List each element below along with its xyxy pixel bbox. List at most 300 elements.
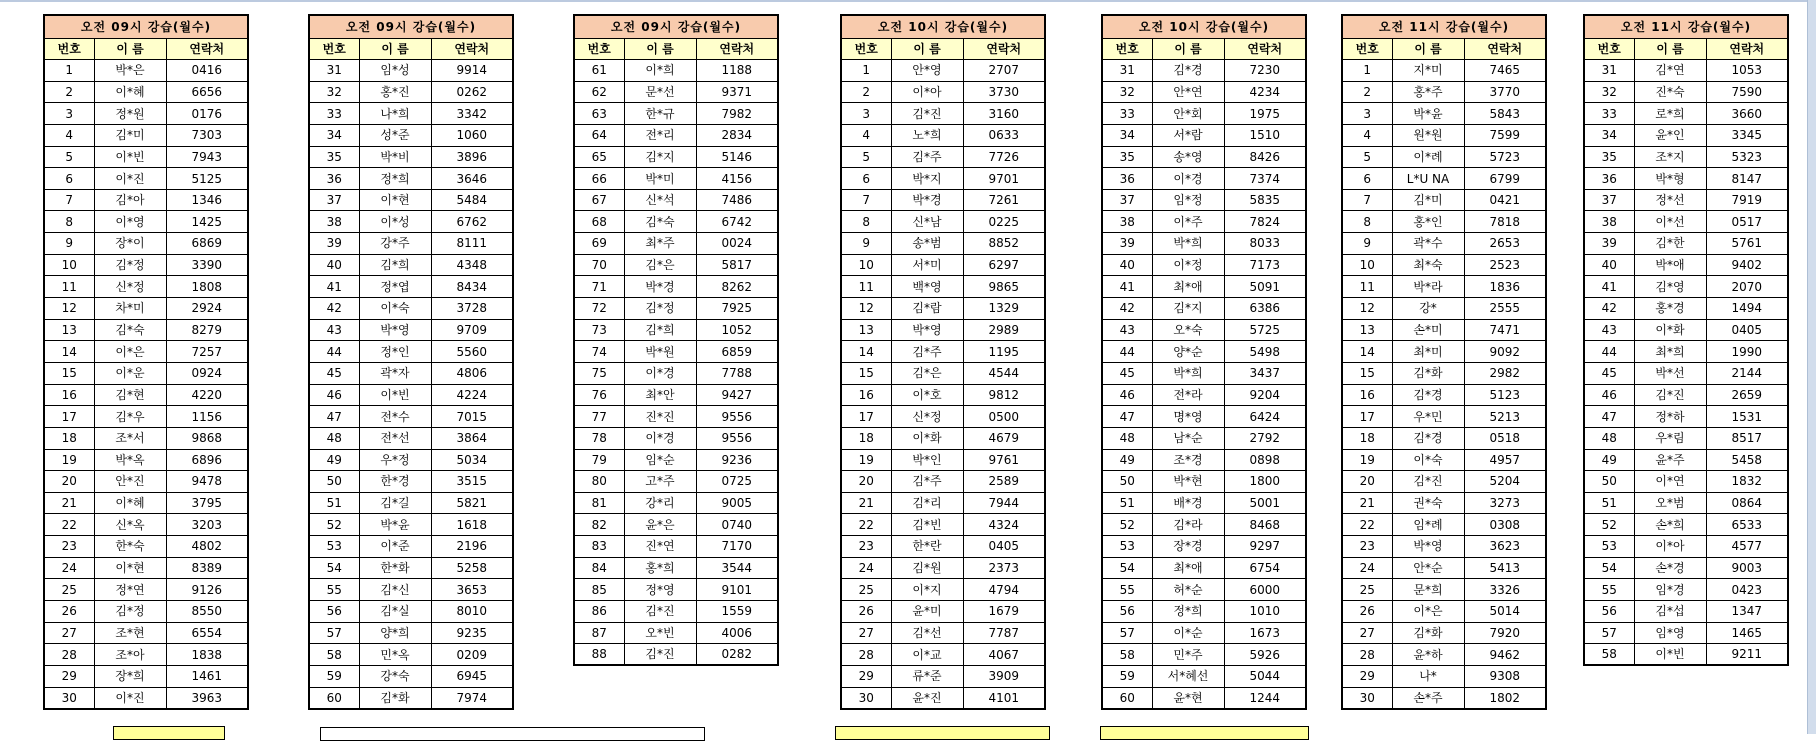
cell-contact[interactable]: 9865 (963, 276, 1045, 298)
cell-name[interactable]: 지*미 (1392, 60, 1464, 82)
cell-name[interactable]: 이*아 (1634, 536, 1706, 558)
cell-number[interactable]: 30 (44, 687, 94, 709)
cell-contact[interactable]: 5723 (1464, 146, 1546, 168)
cell-contact[interactable]: 0864 (1706, 492, 1788, 514)
cell-name[interactable]: 김*숙 (94, 319, 166, 341)
cell-name[interactable]: 정*선 (1634, 189, 1706, 211)
cell-name[interactable]: 강*리 (624, 492, 696, 514)
cell-contact[interactable]: 5213 (1464, 406, 1546, 428)
cell-name[interactable]: 박*윤 (1392, 103, 1464, 125)
cell-number[interactable]: 32 (1102, 81, 1152, 103)
cell-number[interactable]: 29 (1342, 665, 1392, 687)
cell-number[interactable]: 4 (44, 124, 94, 146)
cell-name[interactable]: 이*경 (624, 362, 696, 384)
cell-contact[interactable]: 9101 (696, 579, 778, 601)
cell-number[interactable]: 57 (1584, 622, 1634, 644)
cell-contact[interactable]: 9402 (1706, 254, 1788, 276)
cell-contact[interactable]: 1195 (963, 341, 1045, 363)
cell-contact[interactable]: 0209 (431, 644, 513, 666)
cell-contact[interactable]: 7465 (1464, 60, 1546, 82)
cell-number[interactable]: 8 (841, 211, 891, 233)
cell-number[interactable]: 10 (841, 254, 891, 276)
cell-name[interactable]: 이*순 (1152, 622, 1224, 644)
cell-contact[interactable]: 9556 (696, 427, 778, 449)
cell-number[interactable]: 29 (44, 665, 94, 687)
cell-name[interactable]: 원*원 (1392, 124, 1464, 146)
cell-contact[interactable]: 7920 (1464, 622, 1546, 644)
cell-contact[interactable]: 1188 (696, 60, 778, 82)
cell-number[interactable]: 77 (574, 406, 624, 428)
cell-name[interactable]: 박*희 (1152, 362, 1224, 384)
cell-contact[interactable]: 4234 (1224, 81, 1306, 103)
cell-number[interactable]: 72 (574, 298, 624, 320)
cell-number[interactable]: 28 (44, 644, 94, 666)
cell-contact[interactable]: 3437 (1224, 362, 1306, 384)
cell-number[interactable]: 58 (1584, 644, 1634, 666)
cell-name[interactable]: 배*경 (1152, 492, 1224, 514)
cell-name[interactable]: 최*희 (1634, 341, 1706, 363)
cell-name[interactable]: 박*인 (891, 449, 963, 471)
cell-number[interactable]: 48 (309, 427, 359, 449)
cell-number[interactable]: 46 (1584, 384, 1634, 406)
cell-name[interactable]: 안*순 (1392, 557, 1464, 579)
cell-number[interactable]: 10 (1342, 254, 1392, 276)
cell-name[interactable]: 김*미 (1392, 189, 1464, 211)
cell-contact[interactable]: 1673 (1224, 622, 1306, 644)
cell-name[interactable]: 성*준 (359, 124, 431, 146)
cell-name[interactable]: 명*영 (1152, 406, 1224, 428)
cell-name[interactable]: 박*비 (359, 146, 431, 168)
cell-contact[interactable]: 3646 (431, 168, 513, 190)
cell-contact[interactable]: 9005 (696, 492, 778, 514)
cell-name[interactable]: 신*옥 (94, 514, 166, 536)
cell-name[interactable]: 이*은 (1392, 601, 1464, 623)
cell-number[interactable]: 40 (309, 254, 359, 276)
cell-contact[interactable]: 1494 (1706, 298, 1788, 320)
cell-contact[interactable]: 5413 (1464, 557, 1546, 579)
cell-name[interactable]: 허*순 (1152, 579, 1224, 601)
cell-contact[interactable]: 7374 (1224, 168, 1306, 190)
scrollbar-right[interactable] (1807, 0, 1816, 734)
cell-name[interactable]: 신*남 (891, 211, 963, 233)
cell-name[interactable]: 김*현 (94, 384, 166, 406)
cell-contact[interactable]: 9126 (166, 579, 248, 601)
cell-name[interactable]: 조*아 (94, 644, 166, 666)
cell-name[interactable]: 신*정 (94, 276, 166, 298)
cell-number[interactable]: 36 (1584, 168, 1634, 190)
cell-number[interactable]: 24 (44, 557, 94, 579)
cell-contact[interactable]: 2989 (963, 319, 1045, 341)
cell-number[interactable]: 11 (1342, 276, 1392, 298)
cell-name[interactable]: 홍*경 (1634, 298, 1706, 320)
cell-number[interactable]: 57 (1102, 622, 1152, 644)
cell-name[interactable]: 양*희 (359, 622, 431, 644)
cell-name[interactable]: 백*영 (891, 276, 963, 298)
cell-name[interactable]: 한*경 (359, 471, 431, 493)
cell-contact[interactable]: 6742 (696, 211, 778, 233)
cell-name[interactable]: 박*경 (891, 189, 963, 211)
cell-contact[interactable]: 5258 (431, 557, 513, 579)
cell-contact[interactable]: 9556 (696, 406, 778, 428)
cell-contact[interactable]: 0517 (1706, 211, 1788, 233)
cell-contact[interactable]: 7919 (1706, 189, 1788, 211)
cell-number[interactable]: 88 (574, 644, 624, 666)
cell-contact[interactable]: 1618 (431, 514, 513, 536)
cell-name[interactable]: 홍*주 (1392, 81, 1464, 103)
cell-contact[interactable]: 1156 (166, 406, 248, 428)
cell-contact[interactable]: 5560 (431, 341, 513, 363)
cell-contact[interactable]: 1346 (166, 189, 248, 211)
cell-number[interactable]: 29 (841, 665, 891, 687)
cell-number[interactable]: 18 (44, 427, 94, 449)
cell-number[interactable]: 45 (1584, 362, 1634, 384)
cell-name[interactable]: 이*연 (1634, 471, 1706, 493)
cell-name[interactable]: 권*숙 (1392, 492, 1464, 514)
cell-contact[interactable]: 9868 (166, 427, 248, 449)
cell-name[interactable]: 김*지 (1152, 298, 1224, 320)
cell-contact[interactable]: 4156 (696, 168, 778, 190)
cell-contact[interactable]: 1425 (166, 211, 248, 233)
cell-name[interactable]: 조*현 (94, 622, 166, 644)
cell-contact[interactable]: 9297 (1224, 536, 1306, 558)
cell-name[interactable]: 안*연 (1152, 81, 1224, 103)
cell-contact[interactable]: 3515 (431, 471, 513, 493)
cell-number[interactable]: 42 (1102, 298, 1152, 320)
cell-contact[interactable]: 0898 (1224, 449, 1306, 471)
cell-number[interactable]: 9 (841, 233, 891, 255)
cell-name[interactable]: 신*석 (624, 189, 696, 211)
cell-number[interactable]: 60 (1102, 687, 1152, 709)
cell-number[interactable]: 51 (309, 492, 359, 514)
cell-number[interactable]: 16 (44, 384, 94, 406)
cell-number[interactable]: 15 (44, 362, 94, 384)
cell-contact[interactable]: 9204 (1224, 384, 1306, 406)
cell-name[interactable]: 이*주 (1152, 211, 1224, 233)
cell-name[interactable]: 강*숙 (359, 665, 431, 687)
cell-number[interactable]: 66 (574, 168, 624, 190)
cell-name[interactable]: 이*진 (94, 168, 166, 190)
cell-contact[interactable]: 2924 (166, 298, 248, 320)
cell-name[interactable]: 김*라 (1152, 514, 1224, 536)
cell-number[interactable]: 37 (1102, 189, 1152, 211)
cell-name[interactable]: 이*빈 (1634, 644, 1706, 666)
cell-contact[interactable]: 1679 (963, 601, 1045, 623)
cell-name[interactable]: 손*미 (1392, 319, 1464, 341)
cell-number[interactable]: 54 (1584, 557, 1634, 579)
cell-name[interactable]: 윤*진 (891, 687, 963, 709)
cell-name[interactable]: 이*준 (359, 536, 431, 558)
cell-contact[interactable]: 5044 (1224, 665, 1306, 687)
cell-number[interactable]: 14 (44, 341, 94, 363)
cell-number[interactable]: 2 (44, 81, 94, 103)
cell-contact[interactable]: 5091 (1224, 276, 1306, 298)
cell-number[interactable]: 49 (309, 449, 359, 471)
cell-contact[interactable]: 9308 (1464, 665, 1546, 687)
cell-contact[interactable]: 6386 (1224, 298, 1306, 320)
cell-number[interactable]: 1 (841, 60, 891, 82)
cell-contact[interactable]: 5123 (1464, 384, 1546, 406)
cell-name[interactable]: 박*선 (1634, 362, 1706, 384)
cell-number[interactable]: 52 (1584, 514, 1634, 536)
cell-name[interactable]: 이*영 (94, 211, 166, 233)
cell-number[interactable]: 32 (309, 81, 359, 103)
cell-name[interactable]: 안*영 (891, 60, 963, 82)
cell-number[interactable]: 45 (309, 362, 359, 384)
cell-contact[interactable]: 0740 (696, 514, 778, 536)
cell-name[interactable]: 이*교 (891, 644, 963, 666)
cell-name[interactable]: 이*진 (94, 687, 166, 709)
cell-contact[interactable]: 3203 (166, 514, 248, 536)
cell-name[interactable]: 장*이 (94, 233, 166, 255)
cell-name[interactable]: 김*리 (891, 492, 963, 514)
cell-name[interactable]: 김*정 (624, 298, 696, 320)
cell-number[interactable]: 30 (841, 687, 891, 709)
cell-name[interactable]: 김*우 (94, 406, 166, 428)
cell-name[interactable]: 전*리 (624, 124, 696, 146)
cell-contact[interactable]: 2659 (1706, 384, 1788, 406)
cell-name[interactable]: 이*빈 (359, 384, 431, 406)
cell-contact[interactable]: 7486 (696, 189, 778, 211)
cell-contact[interactable]: 5761 (1706, 233, 1788, 255)
cell-name[interactable]: 이*아 (891, 81, 963, 103)
cell-name[interactable]: 문*희 (1392, 579, 1464, 601)
cell-number[interactable]: 81 (574, 492, 624, 514)
cell-number[interactable]: 19 (44, 449, 94, 471)
cell-name[interactable]: 안*회 (1152, 103, 1224, 125)
cell-name[interactable]: 김*진 (1392, 471, 1464, 493)
cell-number[interactable]: 12 (44, 298, 94, 320)
cell-name[interactable]: 신*정 (891, 406, 963, 428)
cell-number[interactable]: 70 (574, 254, 624, 276)
cell-number[interactable]: 38 (1584, 211, 1634, 233)
cell-contact[interactable]: 0405 (963, 536, 1045, 558)
cell-name[interactable]: 이*선 (1634, 211, 1706, 233)
cell-number[interactable]: 7 (841, 189, 891, 211)
cell-number[interactable]: 47 (1584, 406, 1634, 428)
cell-number[interactable]: 24 (841, 557, 891, 579)
cell-number[interactable]: 4 (1342, 124, 1392, 146)
cell-contact[interactable]: 3326 (1464, 579, 1546, 601)
cell-name[interactable]: 김*아 (94, 189, 166, 211)
cell-contact[interactable]: 7982 (696, 103, 778, 125)
cell-name[interactable]: 오*범 (1634, 492, 1706, 514)
cell-contact[interactable]: 0924 (166, 362, 248, 384)
cell-name[interactable]: 이*혜 (94, 81, 166, 103)
cell-number[interactable]: 43 (309, 319, 359, 341)
cell-name[interactable]: 김*진 (624, 644, 696, 666)
cell-name[interactable]: 조*서 (94, 427, 166, 449)
cell-number[interactable]: 53 (1102, 536, 1152, 558)
cell-number[interactable]: 22 (44, 514, 94, 536)
cell-number[interactable]: 25 (1342, 579, 1392, 601)
cell-contact[interactable]: 5034 (431, 449, 513, 471)
cell-number[interactable]: 34 (309, 124, 359, 146)
cell-name[interactable]: 이*경 (624, 427, 696, 449)
cell-number[interactable]: 26 (1342, 601, 1392, 623)
cell-name[interactable]: 김*경 (1392, 384, 1464, 406)
cell-number[interactable]: 3 (841, 103, 891, 125)
cell-name[interactable]: 송*범 (891, 233, 963, 255)
cell-number[interactable]: 54 (1102, 557, 1152, 579)
cell-number[interactable]: 22 (1342, 514, 1392, 536)
cell-contact[interactable]: 8550 (166, 601, 248, 623)
cell-name[interactable]: 오*빈 (624, 622, 696, 644)
cell-contact[interactable]: 9761 (963, 449, 1045, 471)
cell-name[interactable]: 이*성 (359, 211, 431, 233)
cell-contact[interactable]: 5926 (1224, 644, 1306, 666)
cell-name[interactable]: 노*희 (891, 124, 963, 146)
cell-contact[interactable]: 2196 (431, 536, 513, 558)
cell-contact[interactable]: 2555 (1464, 298, 1546, 320)
cell-contact[interactable]: 1800 (1224, 471, 1306, 493)
cell-contact[interactable]: 2144 (1706, 362, 1788, 384)
cell-name[interactable]: 서*혜선 (1152, 665, 1224, 687)
cell-number[interactable]: 12 (1342, 298, 1392, 320)
cell-number[interactable]: 59 (309, 665, 359, 687)
cell-number[interactable]: 21 (1342, 492, 1392, 514)
cell-contact[interactable]: 1329 (963, 298, 1045, 320)
cell-name[interactable]: 이*화 (1634, 319, 1706, 341)
cell-number[interactable]: 42 (309, 298, 359, 320)
cell-name[interactable]: 진*진 (624, 406, 696, 428)
cell-name[interactable]: 김*진 (1634, 384, 1706, 406)
cell-number[interactable]: 62 (574, 81, 624, 103)
cell-contact[interactable]: 1559 (696, 601, 778, 623)
cell-contact[interactable]: 6424 (1224, 406, 1306, 428)
cell-name[interactable]: 김*주 (891, 471, 963, 493)
cell-contact[interactable]: 0725 (696, 471, 778, 493)
cell-name[interactable]: 이*경 (1152, 168, 1224, 190)
cell-number[interactable]: 63 (574, 103, 624, 125)
cell-number[interactable]: 6 (841, 168, 891, 190)
cell-name[interactable]: 임*영 (1634, 622, 1706, 644)
cell-number[interactable]: 33 (1584, 103, 1634, 125)
cell-contact[interactable]: 4224 (431, 384, 513, 406)
cell-name[interactable]: 정*희 (1152, 601, 1224, 623)
cell-number[interactable]: 2 (1342, 81, 1392, 103)
cell-name[interactable]: 손*주 (1392, 687, 1464, 709)
cell-name[interactable]: 곽*수 (1392, 233, 1464, 255)
cell-number[interactable]: 3 (1342, 103, 1392, 125)
cell-name[interactable]: 김*경 (1392, 427, 1464, 449)
cell-contact[interactable]: 4348 (431, 254, 513, 276)
cell-number[interactable]: 23 (1342, 536, 1392, 558)
cell-name[interactable]: 전*선 (359, 427, 431, 449)
cell-number[interactable]: 37 (1584, 189, 1634, 211)
cell-name[interactable]: 임*성 (359, 60, 431, 82)
cell-contact[interactable]: 5014 (1464, 601, 1546, 623)
cell-number[interactable]: 40 (1584, 254, 1634, 276)
cell-number[interactable]: 39 (1584, 233, 1634, 255)
cell-name[interactable]: 박*윤 (359, 514, 431, 536)
cell-contact[interactable]: 7261 (963, 189, 1045, 211)
cell-name[interactable]: 박*경 (624, 276, 696, 298)
cell-number[interactable]: 43 (1584, 319, 1634, 341)
cell-number[interactable]: 79 (574, 449, 624, 471)
cell-name[interactable]: 윤*미 (891, 601, 963, 623)
cell-name[interactable]: 임*경 (1634, 579, 1706, 601)
cell-number[interactable]: 78 (574, 427, 624, 449)
cell-number[interactable]: 82 (574, 514, 624, 536)
cell-number[interactable]: 71 (574, 276, 624, 298)
cell-number[interactable]: 9 (44, 233, 94, 255)
cell-contact[interactable]: 1010 (1224, 601, 1306, 623)
cell-contact[interactable]: 3273 (1464, 492, 1546, 514)
cell-number[interactable]: 51 (1102, 492, 1152, 514)
cell-number[interactable]: 25 (841, 579, 891, 601)
cell-name[interactable]: 송*영 (1152, 146, 1224, 168)
cell-number[interactable]: 60 (309, 687, 359, 709)
cell-name[interactable]: 정*하 (1634, 406, 1706, 428)
cell-name[interactable]: 장*경 (1152, 536, 1224, 558)
cell-contact[interactable]: 9462 (1464, 644, 1546, 666)
cell-name[interactable]: 우*정 (359, 449, 431, 471)
cell-number[interactable]: 21 (44, 492, 94, 514)
cell-contact[interactable]: 4544 (963, 362, 1045, 384)
cell-number[interactable]: 33 (1102, 103, 1152, 125)
cell-contact[interactable]: 8111 (431, 233, 513, 255)
cell-name[interactable]: 정*인 (359, 341, 431, 363)
cell-contact[interactable]: 4794 (963, 579, 1045, 601)
cell-number[interactable]: 6 (1342, 168, 1392, 190)
cell-number[interactable]: 16 (841, 384, 891, 406)
cell-number[interactable]: 76 (574, 384, 624, 406)
cell-contact[interactable]: 5146 (696, 146, 778, 168)
cell-contact[interactable]: 1060 (431, 124, 513, 146)
cell-number[interactable]: 61 (574, 60, 624, 82)
cell-number[interactable]: 47 (309, 406, 359, 428)
cell-contact[interactable]: 7015 (431, 406, 513, 428)
cell-name[interactable]: 윤*주 (1634, 449, 1706, 471)
cell-name[interactable]: 윤*은 (624, 514, 696, 536)
cell-number[interactable]: 46 (309, 384, 359, 406)
cell-number[interactable]: 35 (1102, 146, 1152, 168)
cell-name[interactable]: 우*민 (1392, 406, 1464, 428)
cell-number[interactable]: 38 (309, 211, 359, 233)
cell-name[interactable]: 김*원 (891, 557, 963, 579)
cell-number[interactable]: 31 (1102, 60, 1152, 82)
cell-name[interactable]: 박*현 (1152, 471, 1224, 493)
cell-name[interactable]: 안*진 (94, 471, 166, 493)
cell-name[interactable]: 김*화 (1392, 362, 1464, 384)
cell-contact[interactable]: 8434 (431, 276, 513, 298)
cell-name[interactable]: 이*례 (1392, 146, 1464, 168)
cell-name[interactable]: L*U NA (1392, 168, 1464, 190)
cell-contact[interactable]: 7944 (963, 492, 1045, 514)
cell-contact[interactable]: 3909 (963, 665, 1045, 687)
cell-number[interactable]: 36 (309, 168, 359, 190)
cell-name[interactable]: 임*정 (1152, 189, 1224, 211)
cell-contact[interactable]: 7257 (166, 341, 248, 363)
cell-number[interactable]: 52 (309, 514, 359, 536)
cell-contact[interactable]: 9478 (166, 471, 248, 493)
cell-contact[interactable]: 6869 (166, 233, 248, 255)
cell-number[interactable]: 53 (1584, 536, 1634, 558)
cell-number[interactable]: 28 (841, 644, 891, 666)
cell-contact[interactable]: 9236 (696, 449, 778, 471)
cell-number[interactable]: 58 (1102, 644, 1152, 666)
cell-number[interactable]: 27 (841, 622, 891, 644)
cell-number[interactable]: 18 (841, 427, 891, 449)
cell-name[interactable]: 이*호 (891, 384, 963, 406)
cell-number[interactable]: 80 (574, 471, 624, 493)
cell-contact[interactable]: 3963 (166, 687, 248, 709)
cell-contact[interactable]: 4806 (431, 362, 513, 384)
cell-number[interactable]: 11 (44, 276, 94, 298)
cell-contact[interactable]: 7726 (963, 146, 1045, 168)
cell-number[interactable]: 13 (1342, 319, 1392, 341)
cell-contact[interactable]: 6945 (431, 665, 513, 687)
